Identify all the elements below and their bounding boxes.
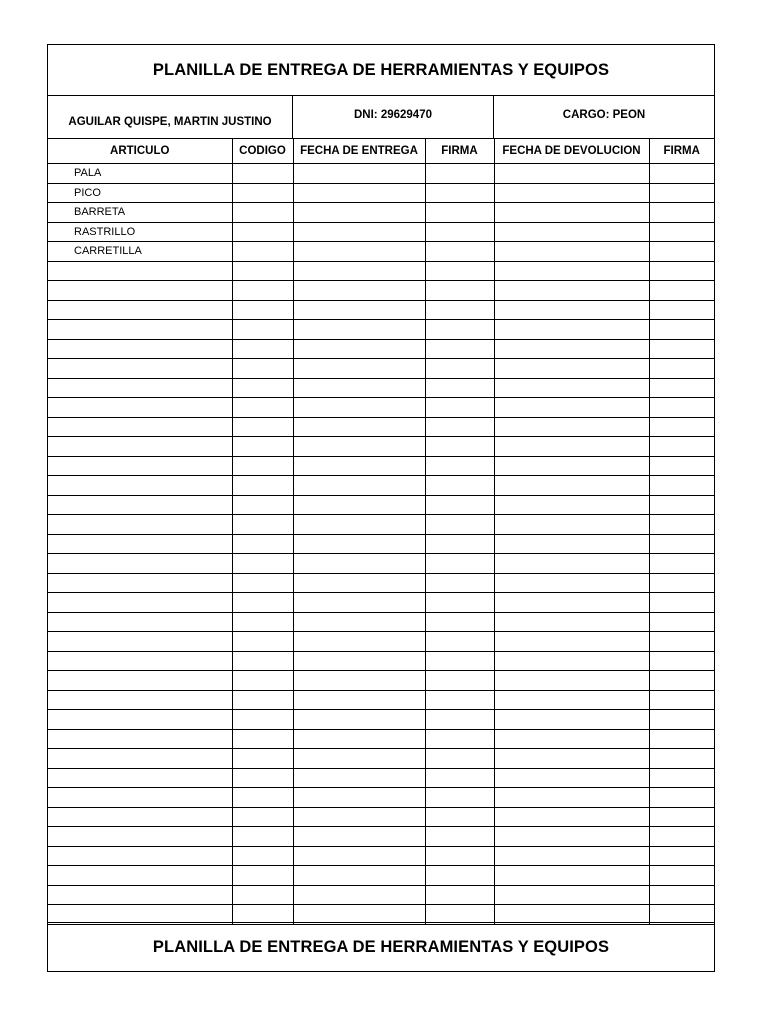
col-codigo: CODIGO	[232, 138, 293, 164]
col-fecha-devolucion: FECHA DE DEVOLUCION	[494, 138, 649, 164]
table-cell[interactable]	[232, 671, 293, 691]
table-cell[interactable]	[425, 554, 494, 574]
table-row	[48, 690, 714, 710]
table-cell[interactable]	[649, 242, 714, 262]
table-cell[interactable]	[293, 612, 425, 632]
table-row	[48, 729, 714, 749]
worker-name: AGUILAR QUISPE, MARTIN JUSTINO	[48, 95, 293, 138]
table-cell[interactable]	[425, 164, 494, 184]
table-cell[interactable]	[494, 164, 649, 184]
table-cell[interactable]	[293, 554, 425, 574]
table-cell[interactable]	[425, 281, 494, 301]
table-cell[interactable]	[649, 534, 714, 554]
table-cell[interactable]	[425, 651, 494, 671]
table-cell[interactable]	[232, 378, 293, 398]
table-row	[48, 495, 714, 515]
table-cell[interactable]	[494, 398, 649, 418]
table-cell[interactable]	[232, 885, 293, 905]
table-cell[interactable]	[494, 573, 649, 593]
table-cell[interactable]	[494, 378, 649, 398]
table-cell[interactable]	[425, 593, 494, 613]
table-cell[interactable]	[494, 515, 649, 535]
table-cell[interactable]	[494, 222, 649, 242]
table-cell[interactable]	[232, 281, 293, 301]
worker-dni: DNI: 29629470	[293, 95, 494, 138]
articulo-cell[interactable]	[48, 554, 232, 574]
table-cell[interactable]	[494, 183, 649, 203]
articulo-cell[interactable]	[48, 885, 232, 905]
table-cell[interactable]	[494, 612, 649, 632]
table-cell[interactable]	[494, 339, 649, 359]
table-cell[interactable]	[649, 788, 714, 808]
table-cell[interactable]	[293, 456, 425, 476]
table-cell[interactable]	[425, 261, 494, 281]
table-row	[48, 378, 714, 398]
col-fecha-entrega: FECHA DE ENTREGA	[293, 138, 425, 164]
table-cell[interactable]	[293, 300, 425, 320]
page-title: PLANILLA DE ENTREGA DE HERRAMIENTAS Y EQUIPOS	[152, 60, 610, 79]
table-cell[interactable]	[494, 690, 649, 710]
table-cell[interactable]	[494, 885, 649, 905]
table-cell[interactable]	[649, 690, 714, 710]
table-cell[interactable]	[232, 456, 293, 476]
table-cell[interactable]	[293, 885, 425, 905]
table-cell[interactable]	[232, 554, 293, 574]
table-cell[interactable]	[494, 651, 649, 671]
table-cell[interactable]	[649, 203, 714, 223]
table-row	[48, 242, 714, 262]
table-cell[interactable]	[232, 242, 293, 262]
articulo-cell[interactable]	[48, 651, 232, 671]
table-cell[interactable]	[425, 729, 494, 749]
table-cell[interactable]	[425, 320, 494, 340]
table-cell[interactable]	[649, 729, 714, 749]
table-row	[48, 554, 714, 574]
table-cell[interactable]	[425, 495, 494, 515]
table-cell[interactable]	[494, 846, 649, 866]
table-cell[interactable]	[649, 183, 714, 203]
table-cell[interactable]	[494, 632, 649, 652]
articulo-cell[interactable]	[48, 398, 232, 418]
table-cell[interactable]	[425, 378, 494, 398]
table-cell[interactable]	[293, 573, 425, 593]
table-cell[interactable]	[293, 320, 425, 340]
table-cell[interactable]	[293, 359, 425, 379]
table-cell[interactable]	[232, 203, 293, 223]
articulo-cell[interactable]	[48, 573, 232, 593]
table-cell[interactable]	[494, 749, 649, 769]
table-cell[interactable]	[649, 417, 714, 437]
table-cell[interactable]	[494, 710, 649, 730]
table-cell[interactable]	[425, 885, 494, 905]
table-row	[48, 573, 714, 593]
table-cell[interactable]	[494, 261, 649, 281]
table-cell[interactable]	[649, 456, 714, 476]
table-cell[interactable]	[494, 866, 649, 886]
table-cell[interactable]	[232, 690, 293, 710]
footer-box	[48, 922, 714, 971]
table-row	[48, 807, 714, 827]
table-cell[interactable]	[425, 632, 494, 652]
table-cell[interactable]	[232, 359, 293, 379]
table-cell[interactable]	[293, 164, 425, 184]
table-cell[interactable]	[293, 222, 425, 242]
table-cell[interactable]	[293, 437, 425, 457]
articulo-cell[interactable]	[48, 729, 232, 749]
table-cell[interactable]	[232, 651, 293, 671]
table-cell[interactable]	[293, 671, 425, 691]
table-cell[interactable]	[293, 690, 425, 710]
table-cell[interactable]	[232, 768, 293, 788]
table-row	[48, 846, 714, 866]
table-cell[interactable]	[494, 729, 649, 749]
table-cell[interactable]	[649, 164, 714, 184]
table-cell[interactable]	[293, 710, 425, 730]
table-row	[48, 515, 714, 535]
table-cell[interactable]	[494, 593, 649, 613]
table-cell[interactable]	[649, 398, 714, 418]
table-cell[interactable]	[232, 300, 293, 320]
table-cell[interactable]	[232, 164, 293, 184]
table-row	[48, 339, 714, 359]
table-cell[interactable]	[649, 768, 714, 788]
table-cell[interactable]	[232, 573, 293, 593]
table-cell[interactable]	[649, 573, 714, 593]
table-cell[interactable]	[494, 417, 649, 437]
table-cell[interactable]	[425, 437, 494, 457]
table-cell[interactable]	[494, 456, 649, 476]
articulo-cell[interactable]	[48, 281, 232, 301]
table-cell[interactable]	[232, 183, 293, 203]
table-cell[interactable]	[494, 788, 649, 808]
table-row	[48, 671, 714, 691]
articulo-cell[interactable]	[48, 710, 232, 730]
articulo-cell[interactable]	[48, 339, 232, 359]
table-cell[interactable]	[649, 222, 714, 242]
table-cell[interactable]	[649, 261, 714, 281]
table-cell[interactable]	[649, 651, 714, 671]
table-cell[interactable]	[293, 378, 425, 398]
table-row	[48, 749, 714, 769]
articulo-cell[interactable]: PICO	[48, 183, 232, 203]
articulo-cell[interactable]	[48, 788, 232, 808]
table-row	[48, 456, 714, 476]
table-row	[48, 261, 714, 281]
table-cell[interactable]	[425, 222, 494, 242]
articulo-cell[interactable]	[48, 612, 232, 632]
table-cell[interactable]	[232, 339, 293, 359]
table-cell[interactable]	[293, 866, 425, 886]
table-cell[interactable]	[649, 495, 714, 515]
table-cell[interactable]	[649, 437, 714, 457]
table-cell[interactable]	[293, 261, 425, 281]
table-cell[interactable]	[649, 885, 714, 905]
table-cell[interactable]	[494, 495, 649, 515]
table-cell[interactable]	[649, 359, 714, 379]
table-cell[interactable]	[494, 768, 649, 788]
table-cell[interactable]	[649, 339, 714, 359]
table-row	[48, 710, 714, 730]
articulo-cell[interactable]	[48, 417, 232, 437]
table-row	[48, 300, 714, 320]
articulo-cell[interactable]	[48, 846, 232, 866]
table-cell[interactable]	[232, 827, 293, 847]
table-cell[interactable]	[649, 515, 714, 535]
table-cell[interactable]	[649, 846, 714, 866]
table-cell[interactable]	[232, 437, 293, 457]
table-cell[interactable]	[425, 203, 494, 223]
table-cell[interactable]	[293, 534, 425, 554]
table-row	[48, 768, 714, 788]
table-row	[48, 437, 714, 457]
col-firma-devolucion: FIRMA	[649, 138, 714, 164]
table-row	[48, 593, 714, 613]
table-cell[interactable]	[293, 768, 425, 788]
table-cell[interactable]	[649, 710, 714, 730]
table-row	[48, 398, 714, 418]
table-cell[interactable]	[494, 281, 649, 301]
table-cell[interactable]	[425, 359, 494, 379]
table-cell[interactable]	[494, 300, 649, 320]
table-row	[48, 612, 714, 632]
table-cell[interactable]	[425, 417, 494, 437]
table-cell[interactable]	[649, 671, 714, 691]
articulo-cell[interactable]	[48, 749, 232, 769]
table-cell[interactable]	[293, 749, 425, 769]
footer-title: PLANILLA DE ENTREGA DE HERRAMIENTAS Y EQUIPOS	[152, 937, 610, 956]
table-row	[48, 476, 714, 496]
table-cell[interactable]	[293, 515, 425, 535]
table-cell[interactable]	[232, 846, 293, 866]
table-cell[interactable]	[293, 788, 425, 808]
table-row	[48, 359, 714, 379]
articulo-cell[interactable]: RASTRILLO	[48, 222, 232, 242]
articulo-cell[interactable]: CARRETILLA	[48, 242, 232, 262]
articulo-cell[interactable]	[48, 671, 232, 691]
articulo-cell[interactable]	[48, 437, 232, 457]
table-cell[interactable]	[293, 183, 425, 203]
table-cell[interactable]	[649, 281, 714, 301]
table-row	[48, 866, 714, 886]
table-cell[interactable]	[425, 846, 494, 866]
table-cell[interactable]	[232, 632, 293, 652]
table-cell[interactable]	[649, 807, 714, 827]
table-row	[48, 885, 714, 905]
table-cell[interactable]	[293, 846, 425, 866]
articulo-cell[interactable]	[48, 320, 232, 340]
table-cell[interactable]	[293, 651, 425, 671]
table-cell[interactable]	[232, 261, 293, 281]
table-cell[interactable]	[649, 866, 714, 886]
table-row	[48, 203, 714, 223]
table-row	[48, 164, 714, 184]
articulo-cell[interactable]: BARRETA	[48, 203, 232, 223]
table-cell[interactable]	[649, 749, 714, 769]
table-cell[interactable]	[425, 866, 494, 886]
table-cell[interactable]	[232, 710, 293, 730]
table-cell[interactable]	[293, 807, 425, 827]
table-cell[interactable]	[232, 398, 293, 418]
table-cell[interactable]	[425, 476, 494, 496]
table-cell[interactable]	[425, 534, 494, 554]
table-row	[48, 281, 714, 301]
table-cell[interactable]	[649, 632, 714, 652]
articulo-cell[interactable]	[48, 378, 232, 398]
articulo-cell[interactable]	[48, 476, 232, 496]
table-cell[interactable]	[649, 476, 714, 496]
table-cell[interactable]	[425, 749, 494, 769]
table-cell[interactable]	[494, 671, 649, 691]
table-cell[interactable]	[232, 476, 293, 496]
table-cell[interactable]	[425, 788, 494, 808]
table-cell[interactable]	[425, 710, 494, 730]
table-cell[interactable]	[425, 339, 494, 359]
table-cell[interactable]	[494, 437, 649, 457]
table-cell[interactable]	[232, 788, 293, 808]
articulo-cell[interactable]	[48, 690, 232, 710]
table-cell[interactable]	[425, 807, 494, 827]
articulo-cell[interactable]	[48, 807, 232, 827]
table-cell[interactable]	[425, 671, 494, 691]
table-cell[interactable]	[293, 593, 425, 613]
table-cell[interactable]	[232, 320, 293, 340]
articulo-cell[interactable]	[48, 300, 232, 320]
articulo-cell[interactable]	[48, 495, 232, 515]
table-cell[interactable]	[649, 827, 714, 847]
table-cell[interactable]	[232, 495, 293, 515]
table-cell[interactable]	[425, 690, 494, 710]
delivery-sheet	[47, 44, 715, 972]
table-cell[interactable]	[293, 495, 425, 515]
table-cell[interactable]	[494, 807, 649, 827]
table-cell[interactable]	[232, 729, 293, 749]
articulo-cell[interactable]	[48, 866, 232, 886]
articulo-cell[interactable]	[48, 768, 232, 788]
table-cell[interactable]	[232, 222, 293, 242]
table-row	[48, 788, 714, 808]
table-cell[interactable]	[232, 534, 293, 554]
table-cell[interactable]	[293, 827, 425, 847]
table-cell[interactable]	[293, 242, 425, 262]
table-cell[interactable]	[494, 554, 649, 574]
table-cell[interactable]	[425, 612, 494, 632]
table-cell[interactable]	[425, 573, 494, 593]
col-articulo: ARTICULO	[48, 138, 232, 164]
table-cell[interactable]	[425, 827, 494, 847]
table-header-row	[48, 138, 714, 164]
table-cell[interactable]	[425, 242, 494, 262]
table-cell[interactable]	[425, 398, 494, 418]
table-cell[interactable]	[293, 339, 425, 359]
col-firma-entrega: FIRMA	[425, 138, 494, 164]
table-cell[interactable]	[425, 768, 494, 788]
table-cell[interactable]	[425, 300, 494, 320]
table-cell[interactable]	[293, 203, 425, 223]
table-cell[interactable]	[649, 554, 714, 574]
articulo-cell[interactable]	[48, 534, 232, 554]
articulo-cell[interactable]	[48, 261, 232, 281]
table-row	[48, 320, 714, 340]
table-cell[interactable]	[494, 203, 649, 223]
table-row	[48, 183, 714, 203]
table-cell[interactable]	[293, 476, 425, 496]
table-cell[interactable]	[425, 183, 494, 203]
table-cell[interactable]	[649, 378, 714, 398]
table-cell[interactable]	[293, 281, 425, 301]
table-cell[interactable]	[649, 320, 714, 340]
table-row	[48, 417, 714, 437]
articulo-cell[interactable]	[48, 456, 232, 476]
table-cell[interactable]	[649, 300, 714, 320]
table-cell[interactable]	[494, 534, 649, 554]
table-row	[48, 651, 714, 671]
table-row	[48, 534, 714, 554]
table-cell[interactable]	[232, 417, 293, 437]
table-cell[interactable]	[293, 729, 425, 749]
title-box	[48, 45, 714, 96]
articulo-cell[interactable]	[48, 515, 232, 535]
worker-cargo: CARGO: PEON	[562, 109, 646, 121]
worker-info-row	[48, 95, 714, 139]
articulo-cell[interactable]	[48, 359, 232, 379]
table-cell[interactable]	[425, 515, 494, 535]
table-cell[interactable]	[649, 612, 714, 632]
table-cell[interactable]	[232, 807, 293, 827]
articulo-cell[interactable]: PALA	[48, 164, 232, 184]
table-cell[interactable]	[293, 632, 425, 652]
table-cell[interactable]	[232, 866, 293, 886]
table-cell[interactable]	[293, 417, 425, 437]
table-cell[interactable]	[649, 593, 714, 613]
articulo-cell[interactable]	[48, 593, 232, 613]
table-row	[48, 827, 714, 847]
table-cell[interactable]	[232, 612, 293, 632]
table-cell[interactable]	[293, 398, 425, 418]
table-cell[interactable]	[232, 749, 293, 769]
table-row	[48, 222, 714, 242]
table-cell[interactable]	[494, 320, 649, 340]
table-cell[interactable]	[494, 242, 649, 262]
table-cell[interactable]	[494, 359, 649, 379]
table-cell[interactable]	[425, 456, 494, 476]
table-row	[48, 632, 714, 652]
articulo-cell[interactable]	[48, 827, 232, 847]
table-cell[interactable]	[232, 515, 293, 535]
items-table-wrapper	[48, 138, 714, 925]
items-table	[48, 138, 714, 925]
table-cell[interactable]	[494, 476, 649, 496]
table-cell[interactable]	[232, 593, 293, 613]
table-cell[interactable]	[494, 827, 649, 847]
articulo-cell[interactable]	[48, 632, 232, 652]
